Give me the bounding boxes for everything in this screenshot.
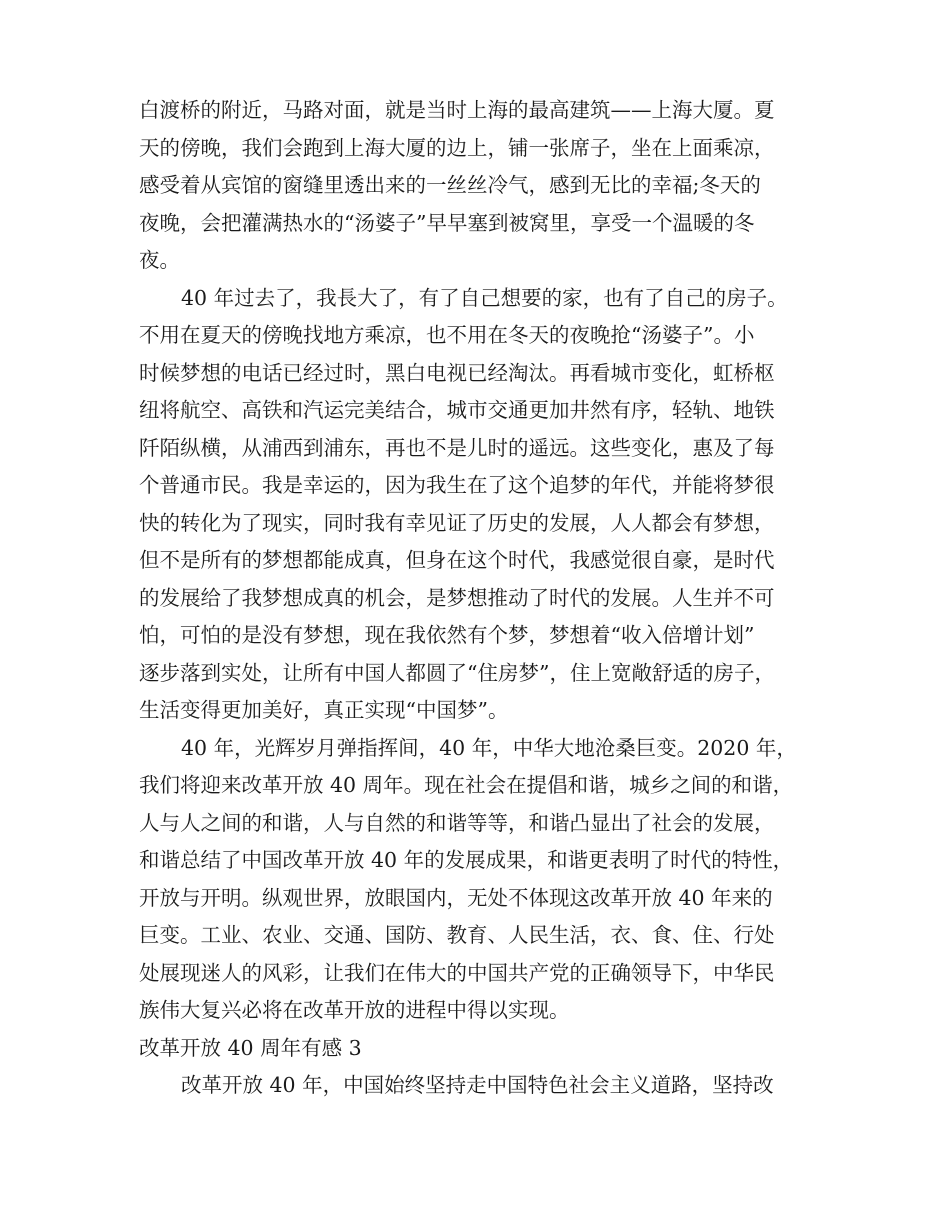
- text-line: 人与人之间的和谐，人与自然的和谐等等，和谐凸显出了社会的发展，: [139, 810, 775, 835]
- text-line: 巨变。工业、农业、交通、国防、教育、人民生活，衣、食、住、行处: [139, 923, 775, 947]
- text-line: 处展现迷人的风彩，让我们在伟大的中国共产党的正确领导下，中华民: [139, 960, 775, 985]
- text-line: 夜。: [139, 248, 180, 272]
- text-line: 族伟大复兴必将在改革开放的进程中得以实现。: [139, 998, 570, 1022]
- text-line: 生活变得更加美好，真正实现“中国梦”。: [139, 698, 509, 722]
- text-line: 我们将迎来改革开放 40 周年。现在社会在提倡和谐，城乡之间的和谐，: [139, 773, 794, 797]
- text-line: 快的转化为了现实，同时我有幸见证了历史的发展，人人都会有梦想，: [139, 510, 775, 535]
- text-line: 时候梦想的电话已经过时，黑白电视已经淘汰。再看城市变化，虹桥枢: [139, 360, 775, 385]
- text-line: 感受着从宾馆的窗缝里透出来的一丝丝冷气，感到无比的幸福;冬天的: [139, 173, 761, 197]
- text-line: 个普通市民。我是幸运的，因为我生在了这个追梦的年代，并能将梦很: [139, 473, 775, 497]
- text-line: 改革开放 40 周年有感 3: [139, 1035, 362, 1060]
- text-line: 天的傍晚，我们会跑到上海大厦的边上，铺一张席子，坐在上面乘凉，: [139, 135, 775, 160]
- text-line: 但不是所有的梦想都能成真，但身在这个时代，我感觉很自豪，是时代: [139, 548, 775, 572]
- text-line: 怕，可怕的是没有梦想，现在我依然有个梦，梦想着“收入倍增计划”: [139, 623, 755, 647]
- paragraph-first-line: 40 年，光辉岁月弹指挥间，40 年，中华大地沧桑巨变。2020 年，: [181, 735, 797, 760]
- text-line: 和谐总结了中国改革开放 40 年的发展成果，和谐更表明了时代的特性，: [139, 848, 794, 872]
- text-line: 阡陌纵横，从浦西到浦东，再也不是儿时的遥远。这些变化，惠及了每: [139, 435, 775, 460]
- text-line: 开放与开明。纵观世界，放眼国内，无处不体现这改革开放 40 年来的: [139, 885, 773, 910]
- text-line: 纽将航空、高铁和汽运完美结合，城市交通更加井然有序，轻轨、地铁: [139, 398, 775, 422]
- paragraph-first-line: 改革开放 40 年，中国始终坚持走中国特色社会主义道路，坚持改: [181, 1073, 774, 1097]
- text-line: 逐步落到实处，让所有中国人都圆了“住房梦”，住上宽敞舒适的房子，: [139, 660, 775, 685]
- text-line: 的发展给了我梦想成真的机会，是梦想推动了时代的发展。人生并不可: [139, 585, 775, 610]
- text-line: 不用在夏天的傍晚找地方乘凉，也不用在冬天的夜晚抢“汤婆子”。小: [139, 323, 755, 347]
- paragraph-first-line: 40 年过去了，我長大了，有了自己想要的家，也有了自己的房子。: [181, 285, 788, 310]
- text-line: 夜晚，会把灌满热水的“汤婆子”早早塞到被窝里，享受一个温暖的冬: [139, 210, 755, 235]
- document-body: [139, 92, 829, 1105]
- text-line: 白渡桥的附近，马路对面，就是当时上海的最高建筑——上海大厦。夏: [139, 98, 775, 122]
